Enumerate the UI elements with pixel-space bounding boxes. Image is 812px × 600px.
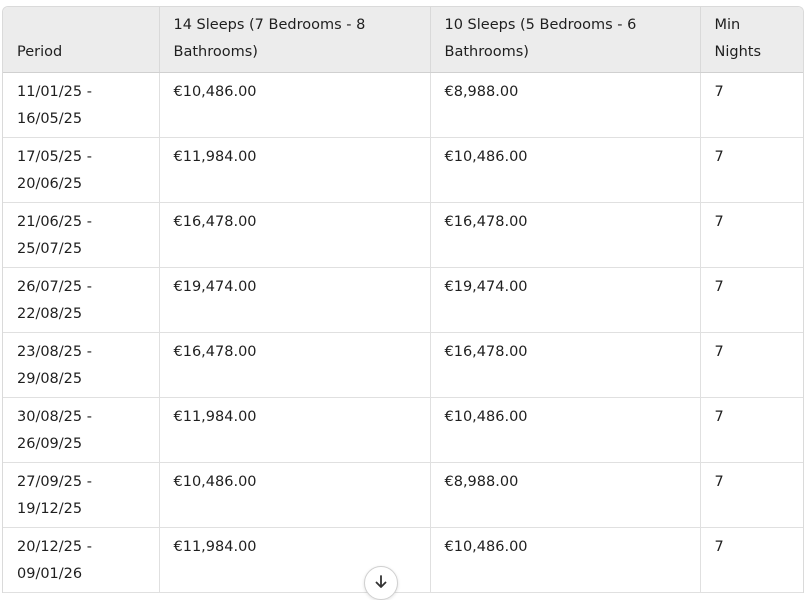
cell-14-sleeps-price: €16,478.00 <box>159 203 430 268</box>
cell-period: 23/08/25 - 29/08/25 <box>3 333 159 398</box>
cell-min-nights: 7 <box>700 73 803 138</box>
cell-min-nights: 7 <box>700 138 803 203</box>
cell-14-sleeps-price: €19,474.00 <box>159 268 430 333</box>
table-row <box>3 268 803 333</box>
cell-10-sleeps-price: €10,486.00 <box>430 398 700 463</box>
cell-10-sleeps-price: €16,478.00 <box>430 203 700 268</box>
cell-period: 20/12/25 - 09/01/26 <box>3 528 159 593</box>
cell-14-sleeps-price: €16,478.00 <box>159 333 430 398</box>
header-14-sleeps: 14 Sleeps (7 Bedrooms - 8 Bathrooms) <box>159 7 430 73</box>
table-row <box>3 463 803 528</box>
cell-period: 27/09/25 - 19/12/25 <box>3 463 159 528</box>
cell-min-nights: 7 <box>700 333 803 398</box>
table-row <box>3 528 803 593</box>
table-header-row <box>3 7 803 73</box>
cell-period: 30/08/25 - 26/09/25 <box>3 398 159 463</box>
header-period: Period <box>3 7 159 73</box>
cell-min-nights: 7 <box>700 528 803 593</box>
scroll-to-bottom-button[interactable] <box>364 566 398 600</box>
cell-min-nights: 7 <box>700 268 803 333</box>
table-row <box>3 138 803 203</box>
table-row <box>3 398 803 463</box>
cell-14-sleeps-price: €10,486.00 <box>159 463 430 528</box>
cell-min-nights: 7 <box>700 398 803 463</box>
cell-14-sleeps-price: €11,984.00 <box>159 398 430 463</box>
cell-min-nights: 7 <box>700 203 803 268</box>
cell-14-sleeps-price: €11,984.00 <box>159 138 430 203</box>
cell-10-sleeps-price: €19,474.00 <box>430 268 700 333</box>
cell-10-sleeps-price: €8,988.00 <box>430 73 700 138</box>
cell-14-sleeps-price: €11,984.00 <box>159 528 430 593</box>
arrow-down-icon <box>374 575 388 589</box>
pricing-table <box>3 7 803 593</box>
cell-period: 21/06/25 - 25/07/25 <box>3 203 159 268</box>
cell-14-sleeps-price: €10,486.00 <box>159 73 430 138</box>
cell-period: 17/05/25 - 20/06/25 <box>3 138 159 203</box>
table-row <box>3 203 803 268</box>
header-10-sleeps: 10 Sleeps (5 Bedrooms - 6 Bathrooms) <box>430 7 700 73</box>
table-row <box>3 73 803 138</box>
cell-min-nights: 7 <box>700 463 803 528</box>
cell-10-sleeps-price: €10,486.00 <box>430 138 700 203</box>
cell-period: 11/01/25 - 16/05/25 <box>3 73 159 138</box>
header-min-nights: Min Nights <box>700 7 803 73</box>
table-row <box>3 333 803 398</box>
cell-10-sleeps-price: €16,478.00 <box>430 333 700 398</box>
cell-period: 26/07/25 - 22/08/25 <box>3 268 159 333</box>
cell-10-sleeps-price: €10,486.00 <box>430 528 700 593</box>
cell-10-sleeps-price: €8,988.00 <box>430 463 700 528</box>
pricing-table-container <box>2 6 804 593</box>
